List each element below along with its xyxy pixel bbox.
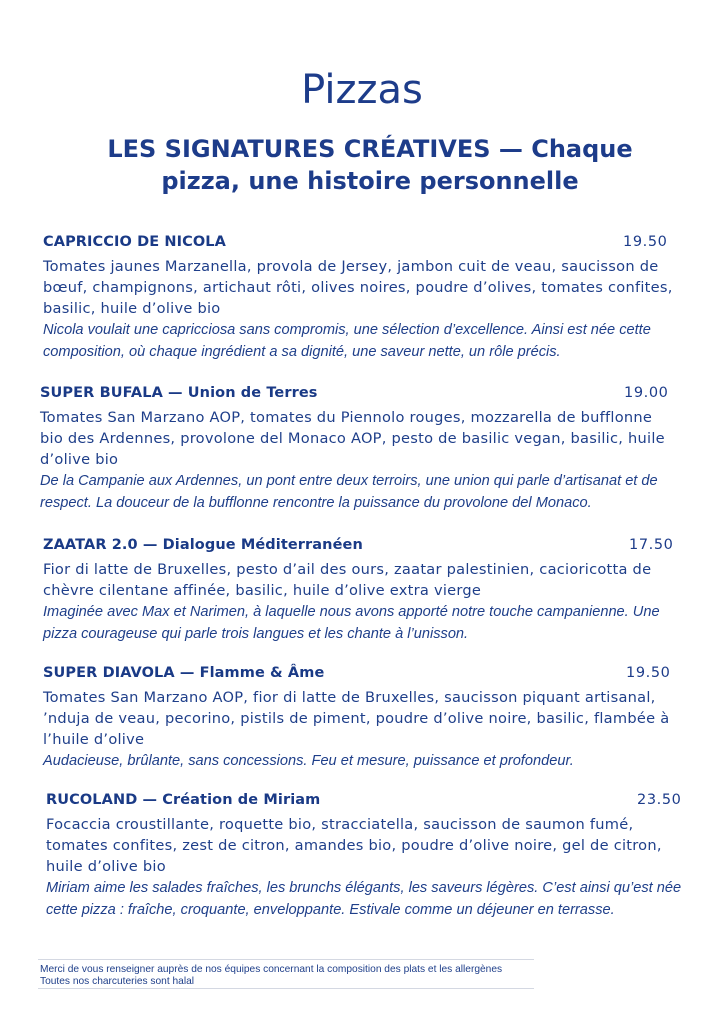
menu-item-capriccio xyxy=(43,234,683,363)
item-header xyxy=(43,537,683,559)
item-description: Tomates jaunes Marzanella, provola de Jersey, jambon cuit de veau, saucisson de bœuf, champignons, artichaut rôti, olives noires, poudre d’olives, tomates confites, basilic, huile d’olive bio xyxy=(43,258,673,317)
item-story: Miriam aime les salades fraîches, les brunchs élégants, les saveurs légères. C’est ainsi qu’est née cette pizza : fraîche, croquante, enveloppante. Estivale comme un déjeuner en terrasse. xyxy=(46,880,682,918)
menu-item-zaatar xyxy=(43,537,683,645)
item-header xyxy=(43,665,683,687)
menu-item-rucoland xyxy=(46,792,686,921)
item-name: SUPER DIAVOLA — Flamme & Âme xyxy=(43,665,325,681)
item-name: CAPRICCIO DE NICOLA xyxy=(43,234,226,250)
footer-divider-bottom xyxy=(38,988,534,989)
item-price: 17.50 xyxy=(629,537,674,553)
item-price: 19.50 xyxy=(626,665,671,681)
item-description: Fior di latte de Bruxelles, pesto d’ail des ours, zaatar palestinien, cacioricotta de chèvre cilentane affinée, basilic, huile d’olive extra vierge xyxy=(43,561,652,599)
item-story: Audacieuse, brûlante, sans concessions. Feu et mesure, puissance et profondeur. xyxy=(43,753,574,769)
item-description: Focaccia croustillante, roquette bio, stracciatella, saucisson de saumon fumé, tomates confites, zest de citron, amandes bio, poudre d’olive noire, gel de citron, huile d’olive bio xyxy=(46,816,662,875)
item-story: Imaginée avec Max et Narimen, à laquelle nous avons apporté notre touche campanienne. Une pizza courageuse qui parle trois langues et les chante à l’unisson. xyxy=(43,604,660,642)
item-name: RUCOLAND — Création de Miriam xyxy=(46,792,321,808)
menu-item-super-diavola xyxy=(43,665,683,772)
item-name: ZAATAR 2.0 — Dialogue Méditerranéen xyxy=(43,537,363,553)
item-description: Tomates San Marzano AOP, fior di latte de Bruxelles, saucisson piquant artisanal, ’nduja de veau, pecorino, pistils de piment, poudre d’olive noire, basilic, flambée à l’huile d’olive xyxy=(43,689,670,748)
item-description: Tomates San Marzano AOP, tomates du Piennolo rouges, mozzarella de bufflonne bio des Ardennes, provolone del Monaco AOP, pesto de basilic vegan, basilic, huile d’olive bio xyxy=(40,409,665,468)
item-name: SUPER BUFALA — Union de Terres xyxy=(40,385,318,401)
item-header xyxy=(46,792,686,814)
item-story: Nicola voulait une capricciosa sans compromis, une sélection d’excellence. Ainsi est née cette composition, où chaque ingrédient a sa dignité, une saveur nette, un rôle précis. xyxy=(43,322,651,360)
item-price: 23.50 xyxy=(637,792,682,808)
item-header xyxy=(43,234,683,256)
item-story: De la Campanie aux Ardennes, un pont entre deux terroirs, une union qui parle d’artisanat et de respect. La douceur de la bufflonne rencontre la puissance du provolone del Monaco. xyxy=(40,473,658,511)
item-header xyxy=(40,385,680,407)
footer-divider-top xyxy=(38,959,534,960)
halal-note: Toutes nos charcuteries sont halal xyxy=(40,976,195,987)
allergen-note: Merci de vous renseigner auprès de nos équipes concernant la composition des plats et les allergènes xyxy=(40,964,503,975)
menu-subtitle: LES SIGNATURES CRÉATIVES — Chaque pizza, une histoire personnelle xyxy=(107,135,633,195)
menu-item-super-bufala xyxy=(40,385,680,514)
footer-notes xyxy=(40,964,530,988)
page-title: Pizzas xyxy=(301,67,423,113)
item-price: 19.50 xyxy=(623,234,668,250)
item-price: 19.00 xyxy=(624,385,669,401)
